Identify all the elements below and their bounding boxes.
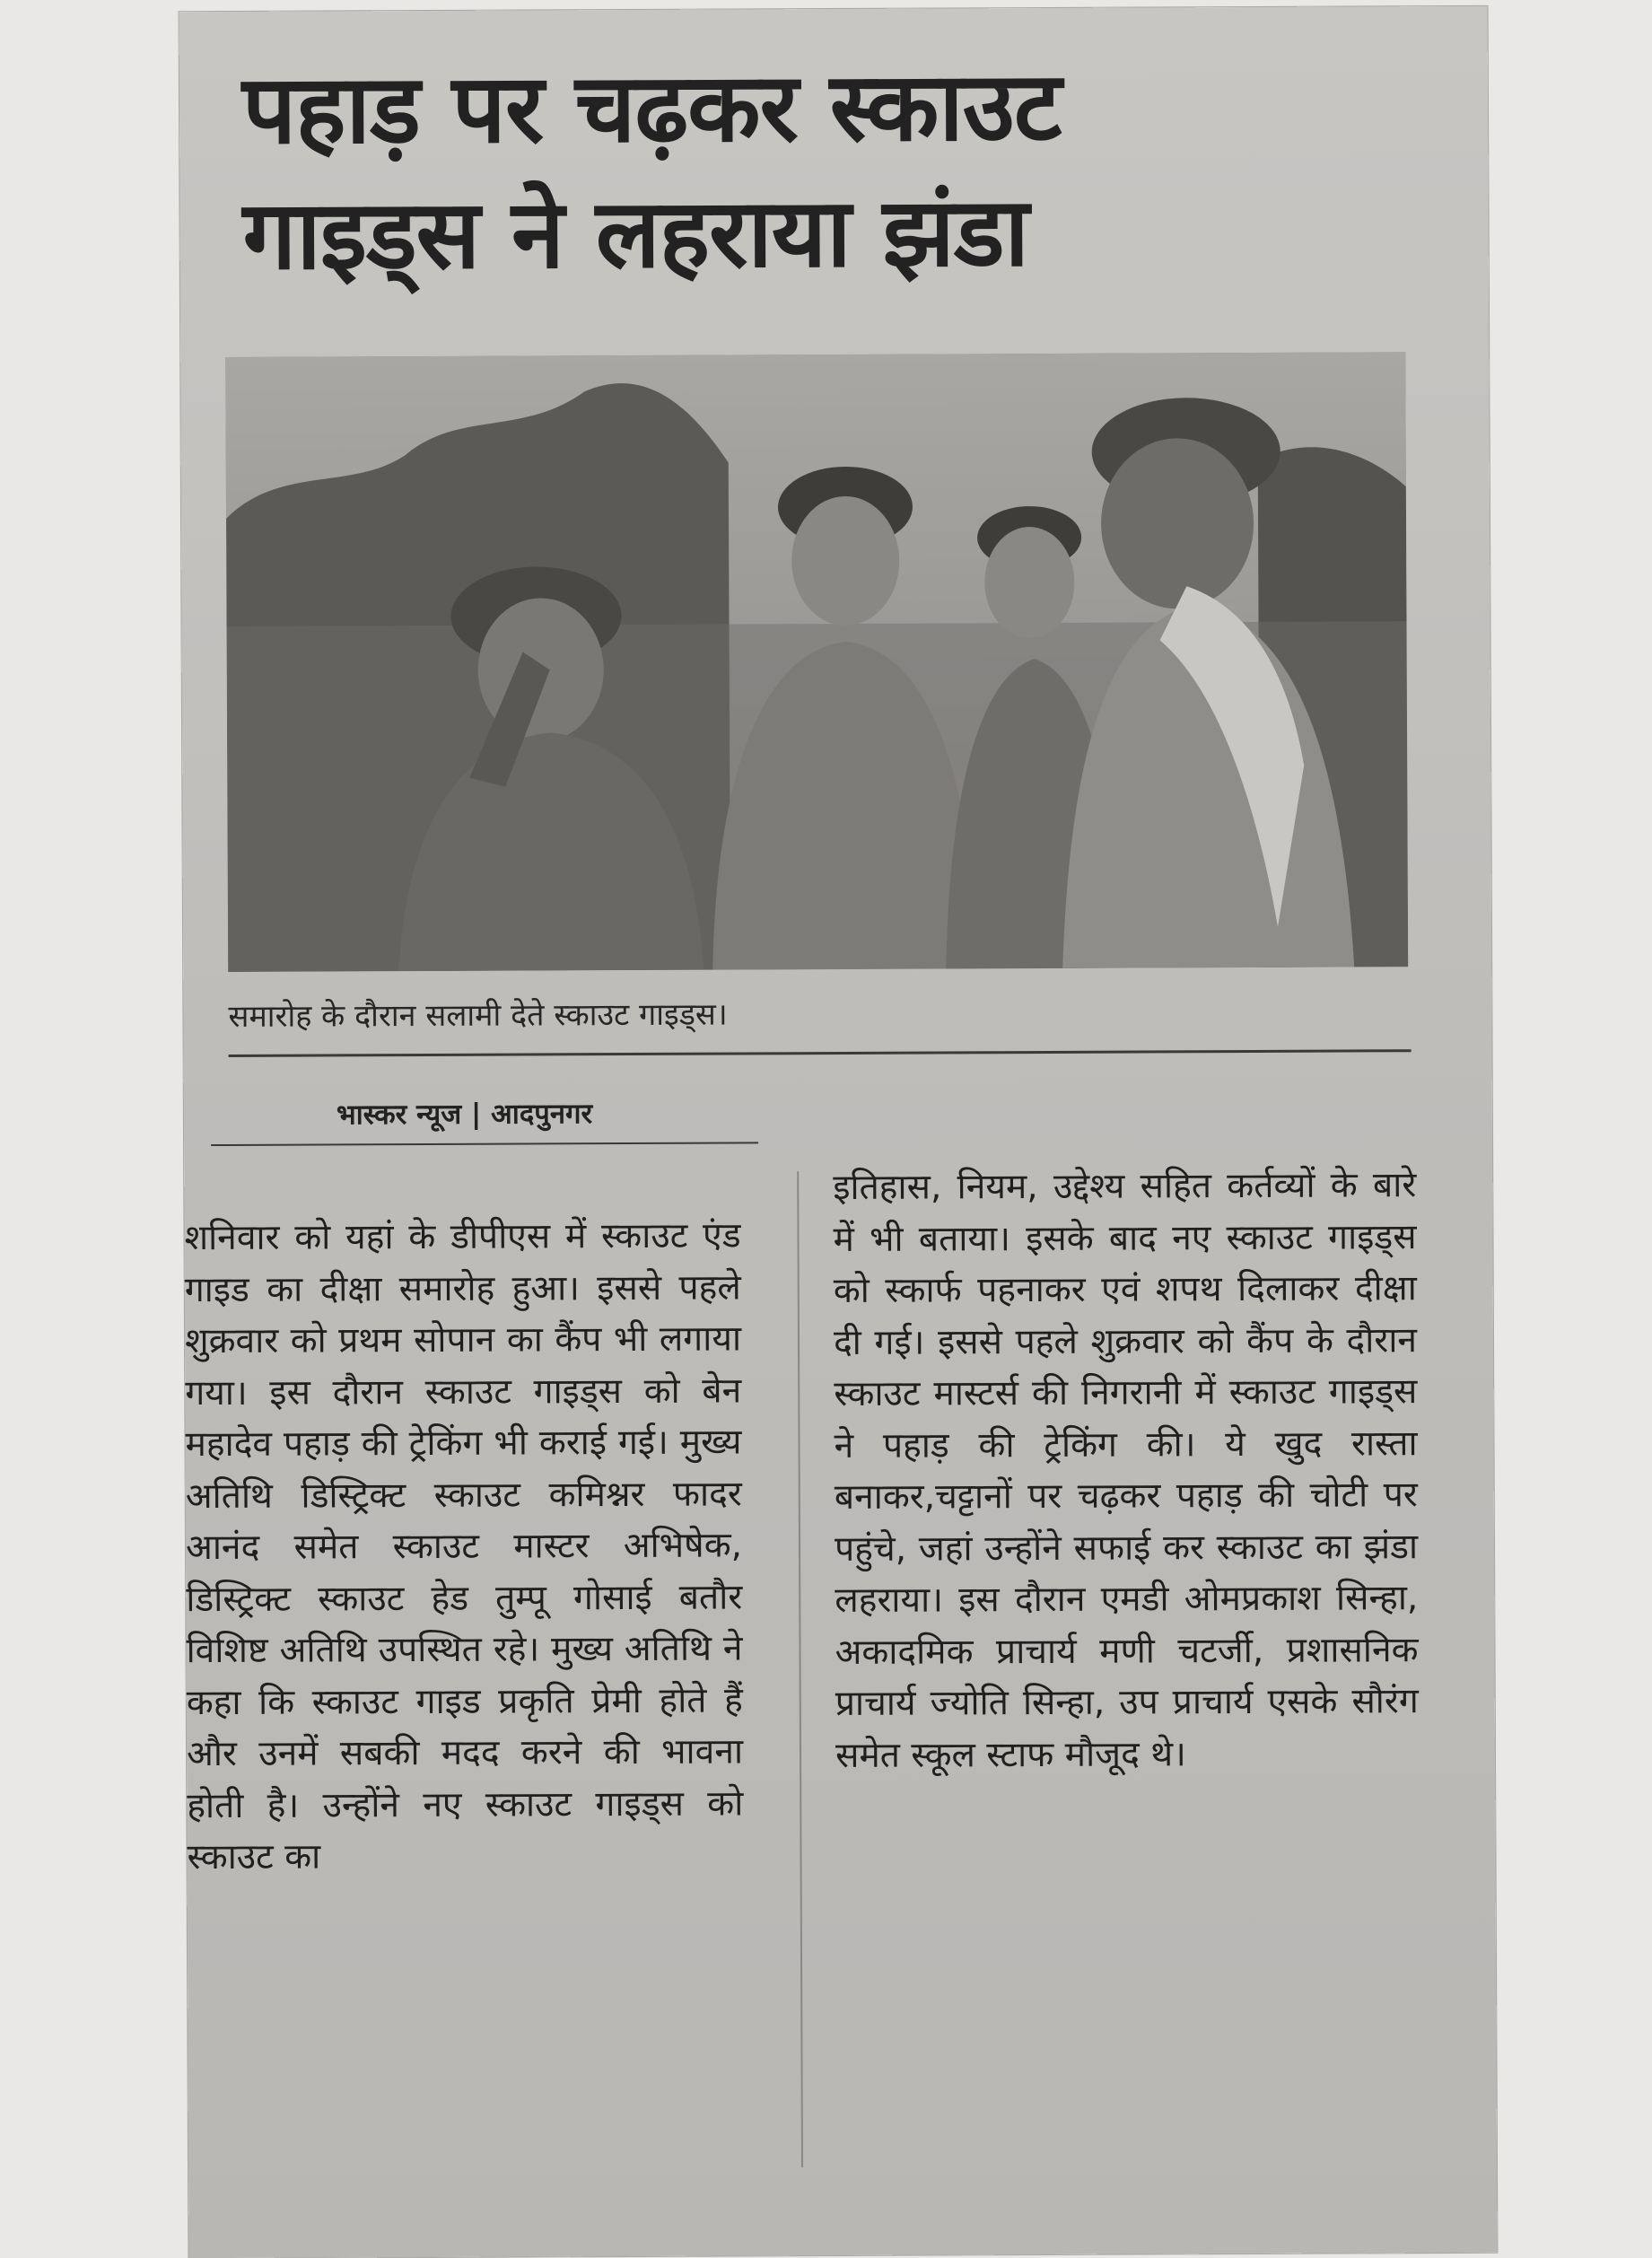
newspaper-clipping — [179, 6, 1498, 2258]
photo-caption: समारोह के दौरान सलामी देते स्काउट गाइड्स। — [228, 996, 728, 1035]
article-column-1: शनिवार को यहां के डीपीएस में स्काउट एंड गाइड का दीक्षा समारोह हुआ। इससे पहले शुक्रवार को प्रथम सोपान का कैंप भी लगाया गया। इस दौरान स्काउट गाइड्स को बेन महादेव पहाड़ की ट्रेकिंग भी कराई गई। मुख्य अतिथि डिस्ट्रिक्ट स्काउट कमिश्नर फादर आनंद समेत स्काउट मास्टर अभिषेक, डिस्ट्रिक्ट स्काउट हेड तुम्पू गोसाई बतौर विशिष्ट अतिथि उपस्थित रहे। मुख्य अतिथि ने कहा कि स्काउट गाइड प्रकृति प्रेमी होते हैं और उनमें सबकी मदद करने की भावना होती है। उन्होंने नए स्काउट गाइड्स को स्काउट का — [184, 1215, 744, 1878]
caption-divider — [229, 1049, 1412, 1057]
byline: भास्कर न्यूज | आदपुनगर — [336, 1098, 593, 1132]
byline-divider — [211, 1142, 758, 1146]
news-photo — [225, 352, 1408, 972]
headline — [242, 42, 1446, 299]
headline-line-2: गाइड्स ने लहराया झंडा — [242, 177, 1029, 291]
column-divider — [797, 1171, 803, 2167]
scouts-saluting-photo — [225, 352, 1408, 972]
article-column-2: इतिहास, नियम, उद्देश्य सहित कर्तव्यों के बारे में भी बताया। इसके बाद नए स्काउट गाइड्स को स्कार्फ पहनाकर एवं शपथ दिलाकर दीक्षा दी गई। इससे पहले शुक्रवार को कैंप के दौरान स्काउट मास्टर्स की निगरानी में स्काउट गाइड्स ने पहाड़ की ट्रेकिंग की। ये खुद रास्ता बनाकर,चट्टानों पर चढ़कर पहाड़ की चोटी पर पहुंचे, जहां उन्होंने सफाई कर स्काउट का झंडा लहराया। इस दौरान एमडी ओमप्रकाश सिन्हा, अकादमिक प्राचार्य मणी चटर्जी, प्रशासनिक प्राचार्य ज्योति सिन्हा, उप प्राचार्य एसके सौरंग समेत स्कूल स्टाफ मौजूद थे। — [833, 1165, 1419, 1776]
headline-line-1: पहाड़ पर चढ़कर स्काउट — [241, 50, 1062, 165]
